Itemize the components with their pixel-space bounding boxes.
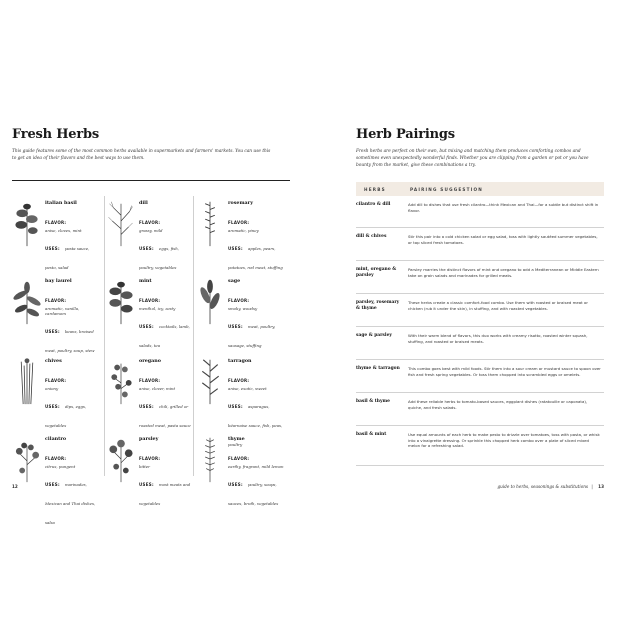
- footer-separator: |: [591, 484, 593, 489]
- flavor-label: FLAVOR:: [139, 220, 161, 225]
- pairing-suggestion: Parsley marries the distinct flavors of mint and oregano to add a Mediterranean or Middle Eastern take on grain salads and marinades for grilled meats.: [408, 267, 599, 278]
- herb-illustration: [12, 196, 42, 248]
- herb-flavor: anise, exotic, sweet: [228, 386, 267, 391]
- uses-label: USES:: [139, 404, 154, 410]
- pairing-suggestion: With their warm blend of flavors, this duo works with creamy risotto, roasted winter squash, stuffing, and roasted or braised meats.: [408, 333, 588, 344]
- herb-uses: meat, poultry, sausage, stuffing: [228, 324, 276, 349]
- herb-name: parsley: [139, 436, 159, 442]
- uses-label: USES:: [45, 329, 60, 335]
- herb-flavor: grassy, mild: [139, 228, 163, 233]
- flavor-label: FLAVOR:: [45, 456, 67, 461]
- header-pairing-suggestion: PAIRING SUGGESTION: [410, 186, 483, 192]
- table-row: [356, 261, 604, 294]
- right-page: [356, 110, 604, 495]
- herb-uses: eggs, fish, poultry, vegetables: [139, 246, 180, 271]
- table-row: [356, 393, 604, 426]
- herb-card: [106, 270, 198, 349]
- header-herbs: HERBS: [364, 186, 386, 192]
- herb-uses: marinades, Mexican and Thai dishes, salsa: [45, 482, 96, 526]
- herb-uses: beans, braised meat, poultry, soup, stew: [45, 329, 95, 354]
- herb-name: mint: [139, 278, 152, 284]
- table-row: [356, 360, 604, 393]
- herb-name: tarragon: [228, 358, 252, 364]
- herb-uses: chili, grilled or roasted meat, pasta sauce: [139, 404, 191, 429]
- herb-uses: dips, eggs, vegetables: [45, 404, 87, 429]
- uses-label: USES:: [228, 404, 243, 410]
- herb-flavor: bitter: [139, 464, 151, 469]
- uses-label: USES:: [228, 246, 243, 252]
- herb-flavor: anise, cloves, mint: [45, 228, 82, 233]
- pairing-herbs: mint, oregano & parsley: [356, 267, 397, 278]
- herb-card: [12, 350, 104, 429]
- herb-name: italian basil: [45, 200, 77, 206]
- pairing-herbs: sage & parsley: [356, 333, 392, 338]
- intro-text: Fresh herbs are perfect on their own, but mixing and matching them produces comforting combos and sometimes even unexpectedly wonderful finds. Whether you are clipping from a garden or pot or you have bounty from the market, give these combinations a try.: [356, 149, 589, 168]
- herb-uses: cocktails, lamb, salads, tea: [139, 324, 190, 349]
- herb-card: [12, 270, 104, 354]
- flavor-label: FLAVOR:: [228, 456, 250, 461]
- page-title-herb-pairings: Herb Pairings: [356, 127, 455, 142]
- herb-illustration: [195, 274, 225, 326]
- pairing-herbs: basil & thyme: [356, 399, 390, 404]
- footer-text: guide to herbs, seasonings & substitutions: [497, 484, 589, 489]
- herb-card: [12, 428, 104, 526]
- flavor-label: FLAVOR:: [228, 298, 250, 303]
- page-number-left: 12: [12, 484, 18, 489]
- table-row: [356, 426, 604, 466]
- herb-card: [106, 350, 198, 429]
- herb-illustration: [12, 432, 42, 484]
- uses-label: USES:: [45, 404, 60, 410]
- herb-uses: most meats and vegetables: [139, 482, 191, 507]
- uses-label: USES:: [139, 482, 154, 488]
- table-header: [356, 182, 604, 196]
- column-divider: [104, 196, 105, 476]
- pairings-table: [356, 182, 604, 466]
- herb-flavor: oniony: [45, 386, 59, 391]
- intro-text: This guide features some of the most common herbs available in supermarkets and farmers' markets. You can use this to get an idea of their flavors and the best ways to use them.: [12, 149, 271, 161]
- herb-name: bay laurel: [45, 278, 72, 284]
- herb-illustration: [195, 354, 225, 406]
- herb-name: sage: [228, 278, 241, 284]
- herb-illustration: [106, 274, 136, 326]
- herb-illustration: [106, 432, 136, 484]
- herb-illustration: [12, 274, 42, 326]
- uses-label: USES:: [228, 324, 243, 330]
- uses-label: USES:: [139, 324, 154, 330]
- herb-illustration: [106, 196, 136, 248]
- herb-flavor: smoky, woodsy: [228, 306, 258, 311]
- herb-name: rosemary: [228, 200, 253, 206]
- table-row: [356, 196, 604, 228]
- herb-name: cilantro: [45, 436, 67, 442]
- page-title-fresh-herbs: Fresh Herbs: [12, 127, 100, 142]
- flavor-label: FLAVOR:: [139, 378, 161, 383]
- herb-name: chives: [45, 358, 62, 364]
- herb-name: dill: [139, 200, 148, 206]
- pairing-herbs: basil & mint: [356, 432, 387, 437]
- herb-uses: apples, pears, potatoes, red meat, stuffing: [228, 246, 283, 271]
- flavor-label: FLAVOR:: [45, 378, 67, 383]
- pairing-herbs: parsley, rosemary & thyme: [356, 300, 400, 311]
- herb-uses: poultry, soups, sauces, broth, vegetables: [228, 482, 279, 507]
- flavor-label: FLAVOR:: [228, 220, 250, 225]
- flavor-label: FLAVOR:: [139, 298, 161, 303]
- herb-card: [106, 192, 198, 271]
- herb-card: [12, 192, 104, 271]
- herb-uses: asparagus, béarnaise sauce, fish, peas, poultry: [228, 404, 283, 448]
- flavor-label: FLAVOR:: [45, 298, 67, 303]
- herb-flavor: anise, clover, mint: [139, 386, 176, 391]
- herb-card: [106, 428, 198, 507]
- herb-illustration: [195, 196, 225, 248]
- uses-label: USES:: [228, 482, 243, 488]
- pairing-herbs: dill & chives: [356, 234, 387, 239]
- pairing-herbs: cilantro & dill: [356, 202, 391, 207]
- table-row: [356, 294, 604, 327]
- left-page: [12, 110, 287, 526]
- herb-uses: pasta sauce, pesto, salad: [45, 246, 90, 271]
- herb-flavor: earthy, fragrant, mild lemon: [228, 464, 284, 469]
- herb-illustration: [12, 354, 42, 406]
- flavor-label: FLAVOR:: [228, 378, 250, 383]
- herb-flavor: citrus, pungent: [45, 464, 76, 469]
- herb-card: [195, 428, 287, 507]
- uses-label: USES:: [45, 482, 60, 488]
- herb-illustration: [106, 354, 136, 406]
- herb-flavor: aromatic, piney: [228, 228, 259, 233]
- flavor-label: FLAVOR:: [139, 456, 161, 461]
- herb-card: [195, 270, 287, 349]
- herb-card: [195, 192, 287, 271]
- pairing-herbs: thyme & tarragon: [356, 366, 400, 371]
- page-number-right: 13: [598, 484, 604, 489]
- herb-flavor: aromatic, vanilla, cardamom: [45, 306, 80, 317]
- section-divider: [12, 180, 290, 181]
- flavor-label: FLAVOR:: [45, 220, 67, 225]
- pairing-suggestion: Add these reliable herbs to tomato-based sauces, eggplant dishes (ratatouille or caponata), quiche, and fresh salads.: [408, 399, 588, 410]
- table-row: [356, 327, 604, 360]
- table-row: [356, 228, 604, 261]
- herb-name: thyme: [228, 436, 245, 442]
- herb-name: oregano: [139, 358, 161, 364]
- uses-label: USES:: [139, 246, 154, 252]
- pairing-suggestion: Stir this pair into a cold chicken salad or egg salad, toss with lightly sautéed summer vegetables, or top sliced fresh tomatoes.: [408, 234, 598, 245]
- herb-illustration: [195, 432, 225, 484]
- pairing-suggestion: These herbs create a classic comfort-food combo. Use them with roasted or braised meat or chicken (rub it under the skin), in stuffing, and with roasted vegetables.: [408, 300, 588, 311]
- pairing-suggestion: Add dill to dishes that use fresh cilantro—think Mexican and Thai—for a subtle but distinct shift in flavor.: [408, 202, 599, 213]
- pairing-suggestion: This combo goes best with mild foods. Stir them into a sour cream or mustard sauce to spoon over fish and fresh spring vegetables. Or toss them chopped into scrambled eggs or omelets.: [408, 366, 601, 377]
- uses-label: USES:: [45, 246, 60, 252]
- pairing-suggestion: Use equal amounts of each herb to make pesto to drizzle over tomatoes, toss with pasta, or whisk into a vinaigrette dressing. Or sprinkle this chopped herb combo over a plate of sliced mixed melon for a refreshing salad.: [408, 432, 600, 448]
- running-footer: [497, 484, 604, 489]
- herb-flavor: menthol, icy, zesty: [139, 306, 176, 311]
